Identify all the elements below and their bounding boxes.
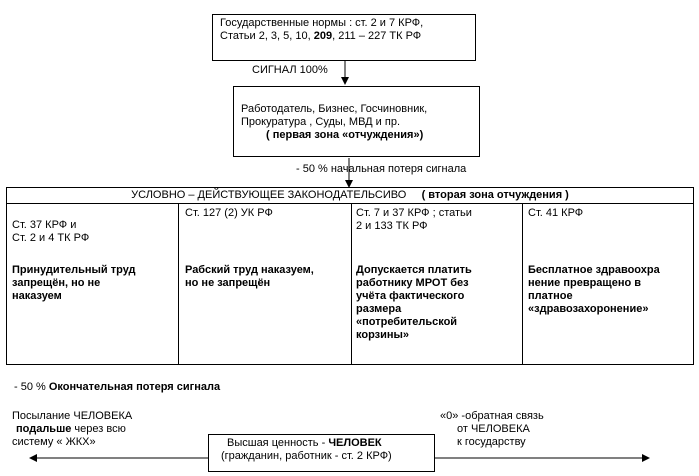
highest-value-line2: (гражданин, работник - ст. 2 КРФ) [221,450,392,462]
actors-line2: Прокуратура , Суды, МВД и пр. [241,116,401,128]
state-norms-article-209: 209 [313,30,333,42]
left-note-line3: систему « ЖКХ» [12,436,96,448]
initial-signal-loss-label: - 50 % начальная потеря сигнала [296,163,467,175]
right-note-line1: «0» -обратная связь [440,410,544,422]
state-norms-tk: , 211 – 227 ТК РФ [332,30,422,42]
highest-value-box [208,434,435,472]
table-cell-ref-2: Ст. 127 (2) УК РФ [185,207,273,219]
table-cell-ref-3: Ст. 7 и 37 КРФ ; статьи 2 и 133 ТК РФ [356,207,472,232]
human-label: ЧЕЛОВЕК [328,437,382,449]
right-note-line2: от ЧЕЛОВЕКА [457,423,530,435]
right-note [440,410,544,449]
highest-value-label: Высшая ценность - [227,437,329,449]
final-loss-percent: - 50 % [14,381,49,393]
table-cell-ref-1: Ст. 37 КРФ и Ст. 2 и 4 ТК РФ [12,219,90,244]
left-note [12,410,132,449]
actors-box [233,86,480,157]
first-zone-label: ( первая зона «отчуждения») [266,129,424,141]
left-note-line1: Посылание ЧЕЛОВЕКА [12,410,133,422]
highest-value-line1 [227,437,434,450]
column-divider [351,203,352,364]
state-norms-line2 [220,30,475,43]
final-signal-loss-label [14,381,220,394]
final-loss-text: Окончательная потеря сигнала [48,381,221,393]
state-norms-articles: Статьи 2, 3, 5, 10, [220,30,314,42]
left-note-rest: через всю [71,423,126,435]
state-norms-box [212,14,476,61]
right-note-line3: к государству [457,436,526,448]
left-note-bold: подальше [16,423,72,435]
left-note-line2 [12,423,132,436]
table-cell-conclusion-3: Допускается платить работнику МРОТ без учёта фактического размера «потребительской корзины» [356,264,472,341]
column-divider [522,203,523,364]
column-divider [178,203,179,364]
table-cell-conclusion-2: Рабский труд наказуем, но не запрещён [185,264,314,289]
table-header [7,188,693,204]
state-norms-line1: Государственные нормы : ст. 2 и 7 КРФ, [220,17,424,29]
legislation-table [6,187,694,365]
signal-100-label: СИГНАЛ 100% [252,64,328,76]
table-cell-conclusion-1: Принудительный труд запрещён, но не наказуем [12,264,136,302]
table-cell-conclusion-4: Бесплатное здравоохра нение превращено в платное «здравозахоронение» [528,264,660,315]
second-zone-label: ( вторая зона отчуждения ) [421,189,569,201]
table-cell-ref-4: Ст. 41 КРФ [528,207,584,219]
actors-line1: Работодатель, Бизнес, Госчиновник, [241,103,428,115]
table-header-title: УСЛОВНО – ДЕЙСТВУЮЩЕЕ ЗАКОНОДАТЕЛЬСИВО [131,189,407,201]
